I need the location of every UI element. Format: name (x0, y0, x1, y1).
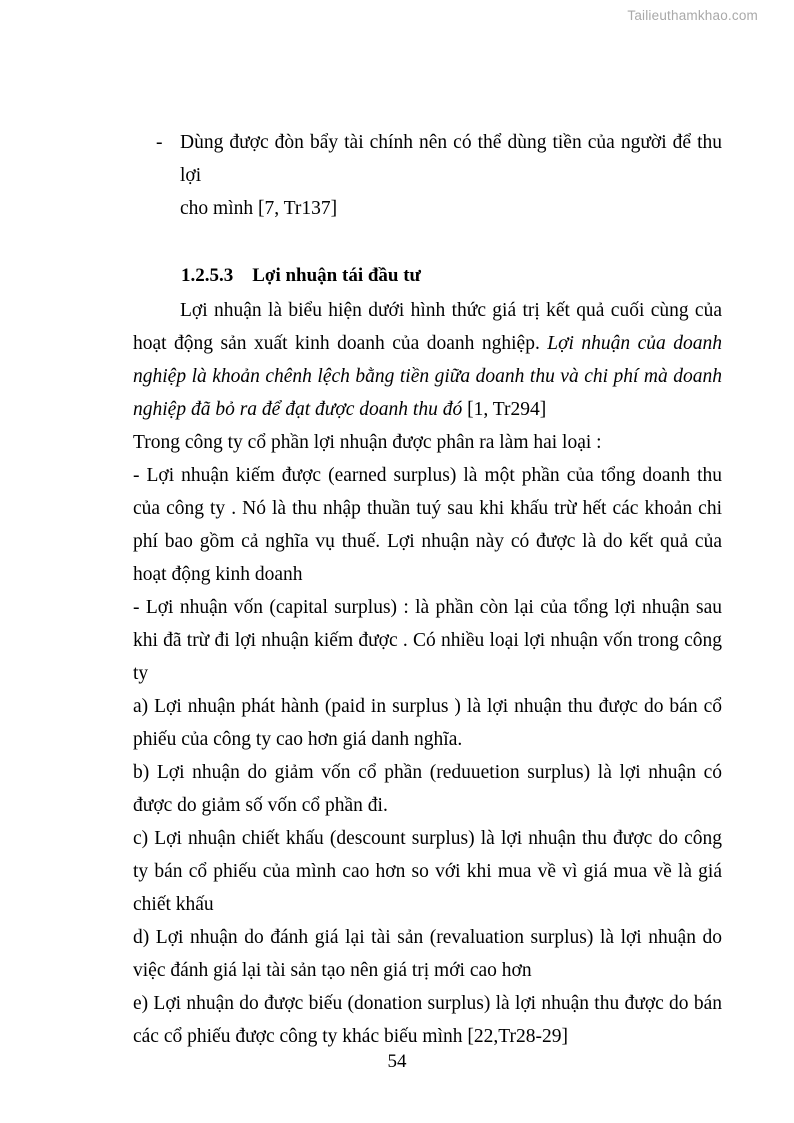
bullet-marker: - (156, 132, 163, 153)
list-item (133, 126, 722, 225)
paragraph-reduction-surplus: b) Lợi nhuận do giảm vốn cổ phần (reduuetion surplus) là lợi nhuận có được do giảm số vốn cổ phần đi. (133, 762, 722, 816)
paragraph-earned-surplus: - Lợi nhuận kiếm được (earned surplus) là một phần của tổng doanh thu của công ty . Nó là thu nhập thuần tuý sau khi khấu trừ hết các khoản chi phí bao gồm cả nghĩa vụ thuế. Lợi nhuận này có được là do kết quả của hoạt động kinh doanh (133, 465, 722, 585)
paragraph-revaluation-surplus: d) Lợi nhuận do đánh giá lại tài sản (revaluation surplus) là lợi nhuận do việc đánh giá lại tài sản tạo nên giá trị mới cao hơn (133, 927, 722, 981)
bullet-item-text (180, 126, 722, 225)
paragraph-italic-quote: Lợi nhuận của doanh nghiệp là khoản chênh lệch bằng tiền giữa doanh thu và chi phí mà doanh nghiệp đã bỏ ra để đạt được doanh thu đó (133, 333, 723, 420)
paragraph-donation-surplus: e) Lợi nhuận do được biếu (donation surplus) là lợi nhuận thu được do bán các cổ phiếu được công ty khác biếu mình [22,Tr28-29] (133, 993, 722, 1047)
paragraph-definition (133, 294, 722, 426)
paragraph-discount-surplus: c) Lợi nhuận chiết khấu (descount surplus) là lợi nhuận thu được do công ty bán cổ phiếu của mình cao hơn so với khi mua về vì giá mua về là giá chiết khấu (133, 828, 722, 915)
section-heading: 1.2.5.3 Lợi nhuận tái đầu tư (181, 265, 421, 286)
page-number: 54 (387, 1051, 407, 1072)
bullet-line-2: cho mình [7, Tr137] (180, 198, 338, 219)
bullet-line-1: Dùng được đòn bẩy tài chính nên có thể dùng tiền của người để thu lợi (180, 132, 722, 186)
paragraph-citation: [1, Tr294] (462, 399, 547, 420)
paragraph-paid-in-surplus: a) Lợi nhuận phát hành (paid in surplus ) là lợi nhuận thu được do bán cổ phiếu của công ty cao hơn giá danh nghĩa. (133, 696, 722, 750)
watermark-text: Tailieuthamkhao.com (627, 8, 758, 23)
page-content (133, 126, 722, 1053)
paragraph-roman-lead: Lợi nhuận là biểu hiện dưới hình thức giá trị kết quả cuối cùng của hoạt động sản xuất kinh doanh của doanh nghiệp. (133, 300, 722, 354)
paragraph-two-types: Trong công ty cổ phần lợi nhuận được phân ra làm hai loại : (133, 432, 602, 453)
paragraph-capital-surplus: - Lợi nhuận vốn (capital surplus) : là phần còn lại của tổng lợi nhuận sau khi đã trừ đi lợi nhuận kiếm được . Có nhiều loại lợi nhuận vốn trong công ty (133, 597, 722, 684)
